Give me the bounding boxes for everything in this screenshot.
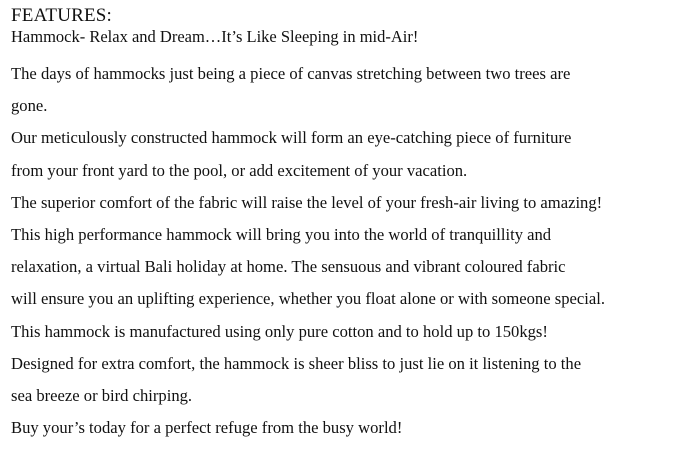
body-line: sea breeze or bird chirping. [11, 386, 193, 406]
body-line: will ensure you an uplifting experience, whether you float alone or with someone special. [11, 289, 605, 309]
body-line: Designed for extra comfort, the hammock is sheer bliss to just lie on it listening to the [11, 353, 582, 373]
body-line: Buy your’s today for a perfect refuge from the busy world! [11, 418, 403, 438]
features-document [11, 6, 696, 444]
body-line: The days of hammocks just being a piece of canvas stretching between two trees are [11, 64, 571, 83]
body-line: from your front yard to the pool, or add excitement of your vacation. [11, 160, 468, 180]
features-heading: FEATURES: [11, 5, 113, 26]
body-line: gone. [11, 96, 48, 116]
body-line: relaxation, a virtual Bali holiday at home. The sensuous and vibrant coloured fabric [11, 257, 566, 277]
features-body [11, 58, 697, 444]
body-line: This hammock is manufactured using only pure cotton and to hold up to 150kgs! [11, 321, 548, 341]
body-line: This high performance hammock will bring you into the world of tranquillity and [11, 225, 552, 245]
body-line: Our meticulously constructed hammock will form an eye-catching piece of furniture [11, 128, 572, 148]
features-subtitle: Hammock- Relax and Dream…It’s Like Sleeping in mid-Air! [11, 27, 419, 46]
body-line: The superior comfort of the fabric will raise the level of your fresh-air living to amazing! [11, 192, 603, 212]
